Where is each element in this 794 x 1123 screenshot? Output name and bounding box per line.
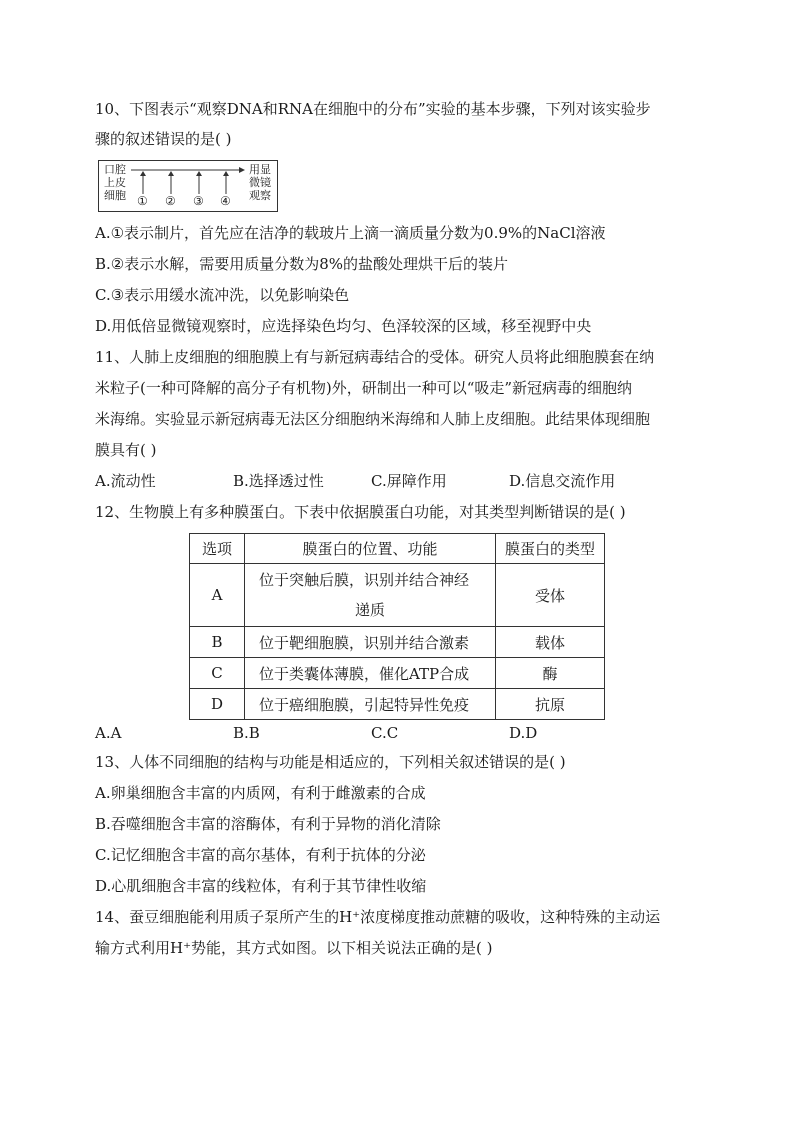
step-1-label: ①	[137, 194, 148, 208]
q13-option-b: B.吞噬细胞含丰富的溶酶体，有利于异物的消化清除	[95, 815, 441, 833]
q11-stem-line3: 米海绵。实验显示新冠病毒无法区分细胞纳米海绵和人肺上皮细胞。此结果体现细胞	[95, 410, 651, 428]
table-cell: C	[190, 658, 245, 689]
q11-option-b: B.选择透过性	[233, 472, 324, 490]
q10-option-b: B.②表示水解，需要用质量分数为8%的盐酸处理烘干后的装片	[95, 255, 509, 273]
flow-end-line: 微镜	[249, 176, 271, 189]
q12-option-a: A.A	[95, 724, 122, 742]
cell-text-line: 递质	[354, 601, 385, 619]
step-arrowhead	[196, 171, 202, 176]
table-cell: 酶	[496, 658, 605, 689]
table-row	[190, 564, 605, 627]
table-cell: 位于类囊体薄膜，催化ATP合成	[245, 658, 496, 689]
q12-stem: 12、生物膜上有多种膜蛋白。下表中依据膜蛋白功能，对其类型判断错误的是( )	[95, 503, 626, 521]
step-arrowhead	[140, 171, 146, 176]
flow-start-line: 细胞	[104, 189, 126, 202]
step-2-label: ②	[165, 194, 176, 208]
q10-stem-line2: 骤的叙述错误的是( )	[95, 130, 232, 148]
q11-option-d: D.信息交流作用	[509, 472, 616, 490]
q13-stem: 13、人体不同细胞的结构与功能是相适应的，下列相关叙述错误的是( )	[95, 753, 566, 771]
table-cell: D	[190, 689, 245, 720]
membrane-protein-table	[189, 533, 605, 720]
step-4-label: ④	[220, 194, 231, 208]
q11-option-c: C.屏障作用	[371, 472, 447, 490]
q10-stem-line1: 10、下图表示“观察DNA和RNA在细胞中的分布”实验的基本步骤，下列对该实验步	[95, 100, 651, 118]
q11-stem-line1: 11、人肺上皮细胞的细胞膜上有与新冠病毒结合的受体。研究人员将此细胞膜套在纳	[95, 348, 655, 366]
table-cell: A	[190, 564, 245, 627]
q10-flow-diagram	[98, 160, 278, 212]
table-row	[190, 658, 605, 689]
table-header-cell: 膜蛋白的位置、功能	[245, 534, 496, 564]
step-3-label: ③	[193, 194, 204, 208]
step-arrowhead	[168, 171, 174, 176]
table-cell: B	[190, 627, 245, 658]
flow-arrows	[99, 161, 277, 211]
q11-option-a: A.流动性	[95, 472, 156, 490]
q10-option-a: A.①表示制片，首先应在洁净的载玻片上滴一滴质量分数为0.9%的NaCl溶液	[95, 224, 606, 242]
table-cell: 位于癌细胞膜，引起特异性免疫	[245, 689, 496, 720]
flow-start-line: 口腔	[104, 163, 126, 176]
table-cell: 受体	[496, 564, 605, 627]
q13-option-d: D.心肌细胞含丰富的线粒体，有利于其节律性收缩	[95, 877, 427, 895]
step-arrowhead	[223, 171, 229, 176]
q14-stem-line2: 输方式利用H⁺势能，其方式如图。以下相关说法正确的是( )	[95, 939, 493, 957]
table-cell: 抗原	[496, 689, 605, 720]
q12-option-b: B.B	[233, 724, 260, 742]
q11-stem-line4: 膜具有( )	[95, 441, 157, 459]
q13-option-c: C.记忆细胞含丰富的高尔基体，有利于抗体的分泌	[95, 846, 426, 864]
flow-end-line: 观察	[249, 189, 271, 202]
q10-option-d: D.用低倍显微镜观察时，应选择染色均匀、色泽较深的区域，移至视野中央	[95, 317, 592, 335]
table-row	[190, 627, 605, 658]
flow-main-arrowhead	[239, 167, 245, 173]
flow-start-line: 上皮	[104, 176, 126, 189]
q10-option-c: C.③表示用缓水流冲洗，以免影响染色	[95, 286, 350, 304]
q12-option-c: C.C	[371, 724, 399, 742]
cell-text-line: 位于突触后膜，识别并结合神经	[259, 571, 470, 589]
q12-option-d: D.D	[509, 724, 538, 742]
table-row	[190, 689, 605, 720]
table-header-cell: 膜蛋白的类型	[496, 534, 605, 564]
table-header-row	[190, 534, 605, 564]
table-cell	[245, 564, 496, 627]
q13-option-a: A.卵巢细胞含丰富的内质网，有利于雌激素的合成	[95, 784, 426, 802]
table-cell: 位于靶细胞膜，识别并结合激素	[245, 627, 496, 658]
q14-stem-line1: 14、蚕豆细胞能利用质子泵所产生的H⁺浓度梯度推动蔗糖的吸收，这种特殊的主动运	[95, 908, 661, 926]
q11-stem-line2: 米粒子(一种可降解的高分子有机物)外，研制出一种可以“吸走”新冠病毒的细胞纳	[95, 379, 633, 397]
flow-end-line: 用显	[249, 163, 271, 176]
table-header-cell: 选项	[190, 534, 245, 564]
table-cell: 载体	[496, 627, 605, 658]
